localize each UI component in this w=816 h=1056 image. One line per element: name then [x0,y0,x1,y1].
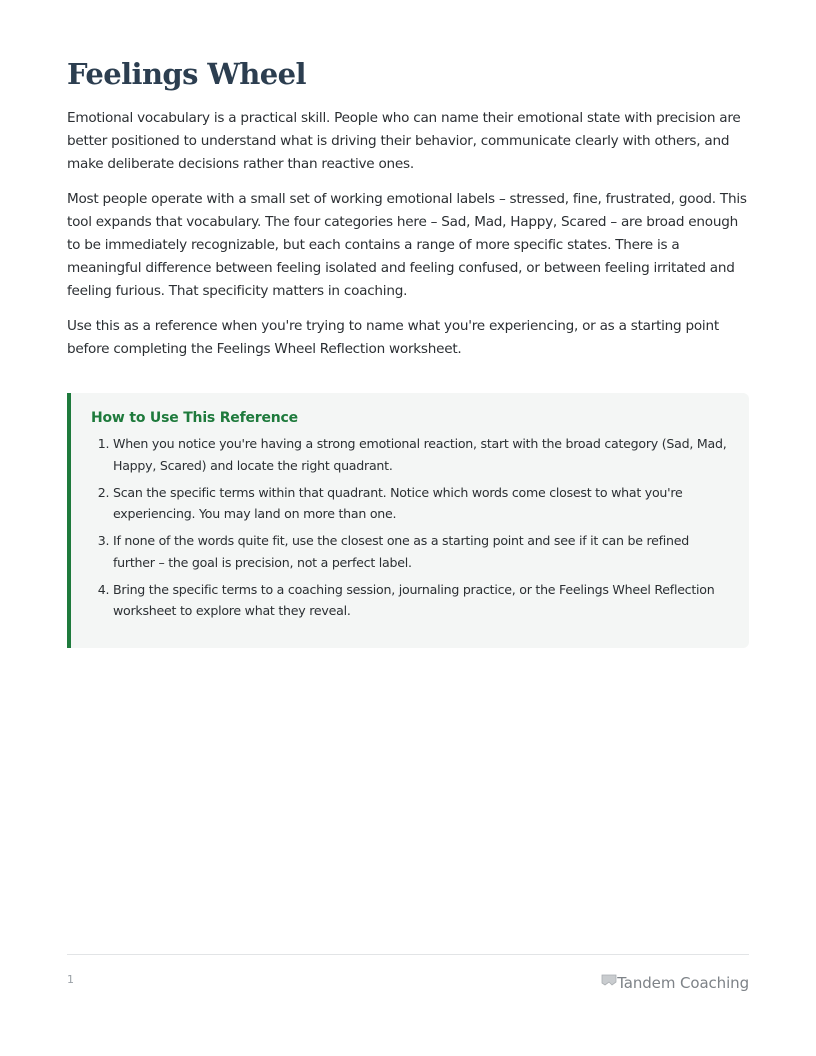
callout-title: How to Use This Reference [91,410,298,426]
intro-paragraph: Emotional vocabulary is a practical skill. People who can name their emotional state with precision are better positioned to understand what is driving their behavior, communicate clearly with others, and make deliberate decisions rather than reactive ones. [67,110,741,172]
steps-list [91,433,729,622]
intro-paragraph: Use this as a reference when you're trying to name what you're experiencing, or as a starting point before completing the Feelings Wheel Reflection worksheet. [67,318,719,357]
page-title: Feelings Wheel [67,57,306,91]
logo-alt-text: Tandem Coaching [617,974,749,992]
how-to-use-callout [67,393,749,648]
intro-paragraph: Most people operate with a small set of working emotional labels – stressed, fine, frustrated, good. This tool expands that vocabulary. The four categories here – Sad, Mad, Happy, Scared – are broad enough to be immediately recognizable, but each contains a range of more specific states. There is a meaningful difference between feeling isolated and feeling confused, or between feeling irritated and feeling furious. That specificity matters in coaching. [67,191,747,299]
step-item: 1. When you notice you're having a strong emotional reaction, start with the broad category (Sad, Mad, Happy, Scared) and locate the right quadrant. [113,433,729,476]
footer-divider [67,954,749,955]
broken-image-icon [601,974,617,990]
step-item: 3. If none of the words quite fit, use the closest one as a starting point and see if it can be refined further – the goal is precision, not a perfect label. [113,530,729,573]
step-item: 4. Bring the specific terms to a coaching session, journaling practice, or the Feelings Wheel Reflection worksheet to explore what they reveal. [113,579,729,622]
step-item: 2. Scan the specific terms within that quadrant. Notice which words come closest to what you're experiencing. You may land on more than one. [113,482,729,525]
page-number: 1 [67,973,74,986]
intro-section [67,107,749,373]
footer-logo [601,971,749,992]
